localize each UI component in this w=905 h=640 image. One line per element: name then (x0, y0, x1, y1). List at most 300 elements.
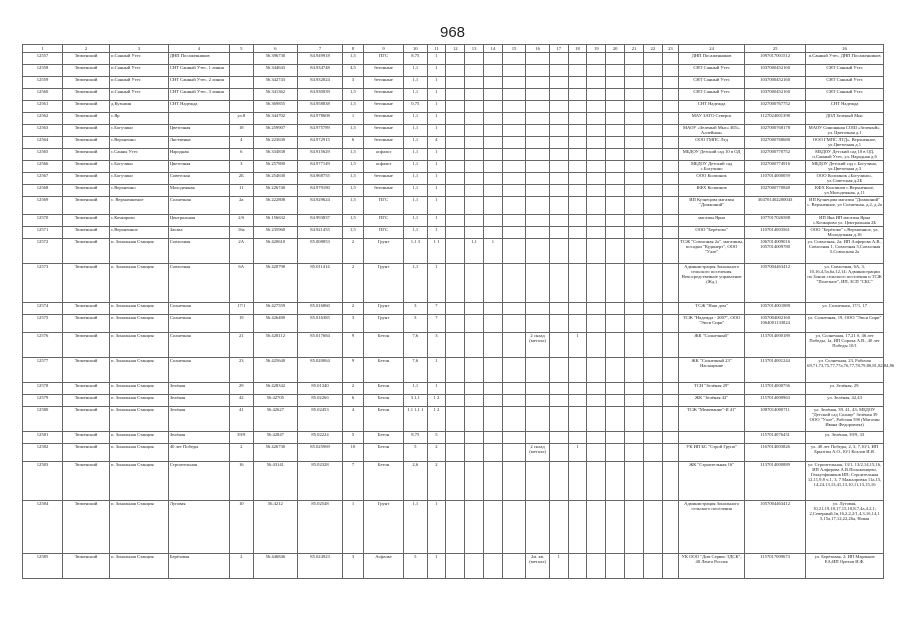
table-cell (549, 315, 568, 333)
table-cell (625, 89, 644, 101)
table-cell (662, 101, 678, 113)
table-cell: 1077017026588 (745, 215, 806, 227)
table-cell: 2а (229, 197, 253, 215)
table-cell: бетонные (364, 113, 404, 125)
table-cell: СНТ Санный Утес (806, 65, 884, 77)
table-cell: 1057004463412 (745, 264, 806, 303)
table-cell: Тюменский (62, 227, 109, 239)
table-cell: 1,1 1,1 1 (404, 407, 428, 432)
table-cell: Грунт (364, 315, 404, 333)
table-cell (502, 315, 526, 333)
table-cell: 84.993837 (298, 215, 343, 227)
column-header: 13 (465, 45, 484, 53)
table-cell (587, 101, 606, 113)
table-cell: Тюменский (62, 501, 109, 554)
table-cell (662, 395, 678, 407)
table-cell: Грунт (364, 501, 404, 554)
table-cell (465, 358, 484, 383)
table-cell (662, 185, 678, 197)
table-cell (568, 149, 587, 161)
table-cell: 2Б (229, 173, 253, 185)
table-cell: 1 (427, 185, 446, 197)
table-cell (549, 113, 568, 125)
table-cell: 1,1 (404, 383, 428, 395)
table-cell (526, 303, 550, 315)
table-cell: 3 1,1 (404, 395, 428, 407)
column-header: 18 (568, 45, 587, 53)
table-cell: 19 (229, 315, 253, 333)
table-cell (549, 407, 568, 432)
table-cell (625, 264, 644, 303)
table-cell: СНТ Надежда (679, 101, 745, 113)
table-cell (625, 395, 644, 407)
table-cell (549, 239, 568, 264)
table-cell (502, 383, 526, 395)
column-header: 20 (606, 45, 625, 53)
table-cell (587, 53, 606, 65)
table-cell (643, 77, 662, 89)
table-cell (229, 53, 253, 65)
table-cell: ул. Совхозная, 6А, 3, 10,16,4,5а,6а,12,14; Администрации по Зоном сельского поселения и ТСЖ "Полезное", ИП, ЗСП "СКС" (806, 264, 884, 303)
table-cell: 4 (427, 137, 446, 149)
table-cell (549, 462, 568, 501)
table-cell (549, 149, 568, 161)
table-cell: УК ИП БС "Строй Групп" (679, 444, 745, 462)
table-cell (483, 149, 502, 161)
table-cell (587, 554, 606, 579)
table-cell: 5 (404, 444, 428, 462)
table-cell: 56.426730 (253, 444, 298, 462)
table-cell (526, 53, 550, 65)
table-cell: ПГС (364, 197, 404, 215)
column-header: 19 (587, 45, 606, 53)
table-cell (643, 113, 662, 125)
table-cell (502, 197, 526, 215)
table-cell (679, 432, 745, 444)
table-cell (662, 358, 678, 383)
table-cell (643, 227, 662, 239)
table-cell: 3 (342, 77, 363, 89)
table-cell: Тюменский (62, 137, 109, 149)
table-cell (587, 303, 606, 315)
table-cell: 11 (229, 185, 253, 197)
table-cell: 85.008853 (298, 239, 343, 264)
table-cell: ул. Зелёная, 39, 41, 43; МБДОУ "Детский сад Солнце" Зелёная 39 ООО "Уале", Рабочая 59б (Магазин Ивана Федоровича) (806, 407, 884, 432)
table-cell: 56.420610 (253, 239, 298, 264)
table-cell: 84.921455 (298, 227, 343, 239)
table-cell: Асфальт (364, 554, 404, 579)
table-cell (483, 113, 502, 125)
table-cell: 84.934748 (298, 65, 343, 77)
table-cell (643, 315, 662, 333)
table-cell: 1057004002160 1064001133824 (745, 315, 806, 333)
table-cell (483, 101, 502, 113)
table-cell: 1 (427, 125, 446, 137)
table-cell: 1,1 (404, 149, 428, 161)
table-cell: 1037000452160 (745, 65, 806, 77)
table-cell (502, 101, 526, 113)
table-cell: Грунт (364, 239, 404, 264)
table-cell: 1 (427, 554, 446, 579)
table-cell (526, 264, 550, 303)
table-cell (662, 197, 678, 215)
table-cell (625, 149, 644, 161)
table-cell (625, 125, 644, 137)
table-cell (526, 501, 550, 554)
table-cell (483, 407, 502, 432)
table-cell (526, 215, 550, 227)
table-cell (625, 137, 644, 149)
table-cell: 56.226740 (253, 185, 298, 197)
table-cell: 56.426480 (253, 315, 298, 333)
table-row (23, 89, 884, 101)
table-cell: 84.949918 (298, 53, 343, 65)
table-cell: бетонные (364, 77, 404, 89)
table-cell (568, 113, 587, 125)
table-cell: 84.978608 (298, 113, 343, 125)
table-cell: п. Зональная Станция (110, 407, 169, 432)
table-cell: ИП Кузнецова магазин "Домашний" (679, 197, 745, 215)
table-cell: Солнечная (168, 315, 229, 333)
table-cell: 1127024001398 (745, 113, 806, 125)
table-cell (502, 501, 526, 554)
table-cell: ул. Совхозная, 2а; ИП Алферова А.В., Совхозная 1, Совхозная 5,Совхозная 5,Совхозная 2а (806, 239, 884, 264)
table-cell (465, 215, 484, 227)
table-cell (606, 554, 625, 579)
table-cell: с.Яр (110, 113, 169, 125)
table-cell: 23 (229, 358, 253, 383)
table-cell: 1097017001512 (745, 53, 806, 65)
table-cell: бетонные (364, 137, 404, 149)
table-row (23, 53, 884, 65)
table-cell: Центральная (168, 215, 229, 227)
table-cell: 2 склад (металл) (526, 333, 550, 358)
table-cell: Тюменский (62, 89, 109, 101)
table-cell (446, 89, 465, 101)
table-cell: п.Санный Утес (110, 89, 169, 101)
table-cell (229, 77, 253, 89)
table-cell (587, 358, 606, 383)
table-cell (625, 303, 644, 315)
column-header: 10 (404, 45, 428, 53)
table-cell (229, 101, 253, 113)
table-cell: 12574 (23, 303, 63, 315)
table-cell: 10 (229, 501, 253, 554)
table-cell: 10 (342, 444, 363, 462)
table-cell (662, 432, 678, 444)
table-cell: 84.932824 (298, 77, 343, 89)
table-cell: СНТ Санный Утес (806, 89, 884, 101)
table-cell: 56.425640 (253, 358, 298, 383)
table-cell (502, 239, 526, 264)
table-cell: 12578 (23, 383, 63, 395)
table-cell (568, 137, 587, 149)
table-cell: п. Зональная Станция (110, 383, 169, 395)
table-cell (606, 264, 625, 303)
table-row (23, 383, 884, 395)
table-cell (662, 53, 678, 65)
table-cell (526, 65, 550, 77)
table-cell: п. Зональная Станция (110, 239, 169, 264)
table-cell: 85.01340 (298, 383, 343, 395)
table-cell (643, 161, 662, 173)
table-cell: 85.016385 (298, 315, 343, 333)
table-cell: ТСЖ "Наш дом" (679, 303, 745, 315)
table-cell: 85.02224 (298, 432, 343, 444)
table-cell (587, 113, 606, 125)
column-header: 8 (342, 45, 363, 53)
table-body (23, 53, 895, 579)
table-cell: 2 (342, 383, 363, 395)
table-cell: Тюменский (62, 395, 109, 407)
table-row (23, 173, 884, 185)
table-cell (526, 227, 550, 239)
table-cell (625, 53, 644, 65)
table-cell (483, 65, 502, 77)
table-cell (229, 65, 253, 77)
table-cell: Берёзовая (168, 554, 229, 579)
table-cell: 12558 (23, 65, 63, 77)
table-cell (549, 53, 568, 65)
table-cell (662, 501, 678, 554)
table-cell: 1 (342, 113, 363, 125)
page-number: 968 (439, 24, 466, 41)
column-header: 14 (483, 45, 502, 53)
table-cell: 6 (342, 395, 363, 407)
table-cell: 1137014001244 (745, 358, 806, 383)
table-cell (446, 185, 465, 197)
table-cell: ЖК "Солнечный" (679, 333, 745, 358)
table-cell: 12570 (23, 215, 63, 227)
table-cell (446, 77, 465, 89)
table-cell: Солнечная (168, 358, 229, 383)
table-row (23, 239, 884, 264)
table-cell: 7,6 (404, 333, 428, 358)
table-cell (549, 215, 568, 227)
table-cell (643, 432, 662, 444)
table-cell (465, 101, 484, 113)
table-cell: 56.428112 (253, 333, 298, 358)
table-cell (483, 137, 502, 149)
table-cell (625, 77, 644, 89)
table-cell (625, 432, 644, 444)
table-cell (587, 227, 606, 239)
table-cell: ул.8 (229, 113, 253, 125)
table-cell: Тюменский (62, 554, 109, 579)
table-cell (502, 395, 526, 407)
table-cell (568, 125, 587, 137)
table-cell: 1 (342, 501, 363, 554)
table-cell (625, 501, 644, 554)
table-cell: 56.344643 (253, 65, 298, 77)
table-cell: с.Богучино (110, 125, 169, 137)
table-cell (502, 554, 526, 579)
table-cell: 7 (342, 462, 363, 501)
table-cell: 1 (427, 161, 446, 173)
table-cell (568, 239, 587, 264)
table-cell (526, 113, 550, 125)
table-cell: СНТ Санный Утес (679, 89, 745, 101)
table-cell: Бетон (364, 432, 404, 444)
table-cell: Бетон (364, 333, 404, 358)
table-cell (483, 89, 502, 101)
table-row (23, 113, 884, 125)
table-cell: 1027000770840 (745, 185, 806, 197)
table-cell (587, 501, 606, 554)
table-cell: бетонные (364, 185, 404, 197)
table-cell: 2,6 (404, 462, 428, 501)
table-cell (502, 125, 526, 137)
table-cell (483, 215, 502, 227)
table-cell (587, 173, 606, 185)
table-cell: Тюменский (62, 185, 109, 197)
table-cell: 1107014000059 (745, 173, 806, 185)
table-cell (483, 197, 502, 215)
table-cell (606, 137, 625, 149)
table-cell: Тюменский (62, 432, 109, 444)
table-cell: 12561 (23, 101, 63, 113)
table-cell: Тюменский (62, 125, 109, 137)
table-cell: 7,6 (404, 358, 428, 383)
table-cell (662, 77, 678, 89)
table-cell (568, 501, 587, 554)
table-cell: 1,1 (404, 89, 428, 101)
table-cell: ул. Солнечная, 17,21 б, 46 лет Победы, 1а, ИП Сорока А.В., 40 лет Победы 10/1 (806, 333, 884, 358)
table-cell: ул. 40 лет Победы, 2, 3, 7,10/1, ИП Брызгин А.О.,10/1 Козлов И.Я. (806, 444, 884, 462)
table-cell: Тюменский (62, 383, 109, 395)
table-cell: 12577 (23, 358, 63, 383)
table-row (23, 264, 884, 303)
table-cell: п. Зональная Станция (110, 315, 169, 333)
table-cell (587, 197, 606, 215)
table-cell (483, 303, 502, 315)
table-cell: Совхозная (168, 264, 229, 303)
table-cell: 56.42627 (253, 407, 298, 432)
table-cell (483, 125, 502, 137)
table-cell: Тюменский (62, 358, 109, 383)
table-cell: ул. Строительная, 13/1, 13/2,14,15,16, ИП Алферова А.В.Положенцево, Геккутфиников ИП; Строительная 12,11,9,8 ч.1, 3, 7 Мажалровка 11а,15, 14,24,13,13,41,13,10,11,13,15,16 (806, 462, 884, 501)
table-cell (606, 395, 625, 407)
table-cell: 5 (404, 554, 428, 579)
table-cell: 84.979180 (298, 185, 343, 197)
table-cell: Грунт (364, 264, 404, 303)
table-cell: Зелёная (168, 395, 229, 407)
table-cell (465, 53, 484, 65)
table-cell: Луговая (168, 501, 229, 554)
table-cell (502, 113, 526, 125)
table-cell (568, 65, 587, 77)
table-cell (549, 101, 568, 113)
column-header: 5 (229, 45, 253, 53)
table-cell: ул. Берёзовая, 2; ИП Марчьков ЕА;ИП Орехов И.Ф. (806, 554, 884, 579)
table-cell: 12562 (23, 113, 63, 125)
table-cell (502, 77, 526, 89)
table-cell (483, 383, 502, 395)
table-cell (483, 173, 502, 185)
table-cell: 1 (568, 333, 587, 358)
table-cell: 56.223630 (253, 137, 298, 149)
table-cell: 12580 (23, 407, 63, 432)
table-cell: ПГС (364, 227, 404, 239)
table-cell (483, 333, 502, 358)
column-header: 25 (745, 45, 806, 53)
table-cell: 1027000767752 (745, 101, 806, 113)
table-cell: 84.977149 (298, 161, 343, 173)
table-cell (606, 407, 625, 432)
table-cell: с.Санны Утес (110, 149, 169, 161)
table-cell: 5 (342, 432, 363, 444)
table-cell: 1,1 (404, 227, 428, 239)
table-cell (606, 185, 625, 197)
table-cell: ул. Солнечная, 17/1, 17 (806, 303, 884, 315)
table-cell (526, 173, 550, 185)
table-cell (643, 239, 662, 264)
table-cell: 12575 (23, 315, 63, 333)
table-cell (483, 77, 502, 89)
table-cell: 2 склад (металл) (526, 444, 550, 462)
table-cell (643, 407, 662, 432)
table-cell (625, 101, 644, 113)
table-cell: Зелёная (168, 383, 229, 395)
table-cell: 1157017009673 (745, 554, 806, 579)
table-cell: п. Зональная Станция (110, 501, 169, 554)
table-cell (446, 215, 465, 227)
table-cell: 1037000452160 (745, 89, 806, 101)
table-cell (502, 358, 526, 383)
table-cell: п. Зональная Станция (110, 264, 169, 303)
table-cell: 21 (229, 333, 253, 358)
table-cell: 84.930039 (298, 89, 343, 101)
table-cell: 12582 (23, 444, 63, 462)
table-cell (502, 185, 526, 197)
table-cell (643, 101, 662, 113)
table-cell: Бетон (364, 462, 404, 501)
table-cell (446, 501, 465, 554)
table-cell (606, 125, 625, 137)
table-cell (526, 432, 550, 444)
table-cell (568, 185, 587, 197)
table-cell: СНТ Санный Утес (679, 65, 745, 77)
table-cell (643, 53, 662, 65)
table-cell: 1027000774916 (745, 161, 806, 173)
table-cell (643, 125, 662, 137)
table-cell (446, 53, 465, 65)
table-cell: бетонные (364, 101, 404, 113)
column-header: 3 (110, 45, 169, 53)
table-cell (465, 137, 484, 149)
table-row (23, 315, 884, 333)
table-cell: 1057014001889 (745, 303, 806, 315)
table-cell: 56.43141 (253, 462, 298, 501)
table-cell: 2 (342, 239, 363, 264)
table-cell: СНТ Санный Утес, 2 линия (168, 77, 229, 89)
table-cell: 39/9 (229, 432, 253, 444)
table-cell (587, 395, 606, 407)
table-cell: 1 (483, 239, 502, 264)
table-cell: с.Кочкарово (110, 215, 169, 227)
table-cell: Тюменский (62, 53, 109, 65)
table-cell (662, 407, 678, 432)
table-cell: 56.427559 (253, 303, 298, 315)
table-cell: Тюменский (62, 444, 109, 462)
table-cell (526, 137, 550, 149)
table-cell: 9 (342, 333, 363, 358)
table-cell (606, 65, 625, 77)
table-cell (483, 227, 502, 239)
table-cell: 84.958838 (298, 101, 343, 113)
table-cell: Совхозная (168, 239, 229, 264)
table-cell: 1027000770752 (745, 149, 806, 161)
